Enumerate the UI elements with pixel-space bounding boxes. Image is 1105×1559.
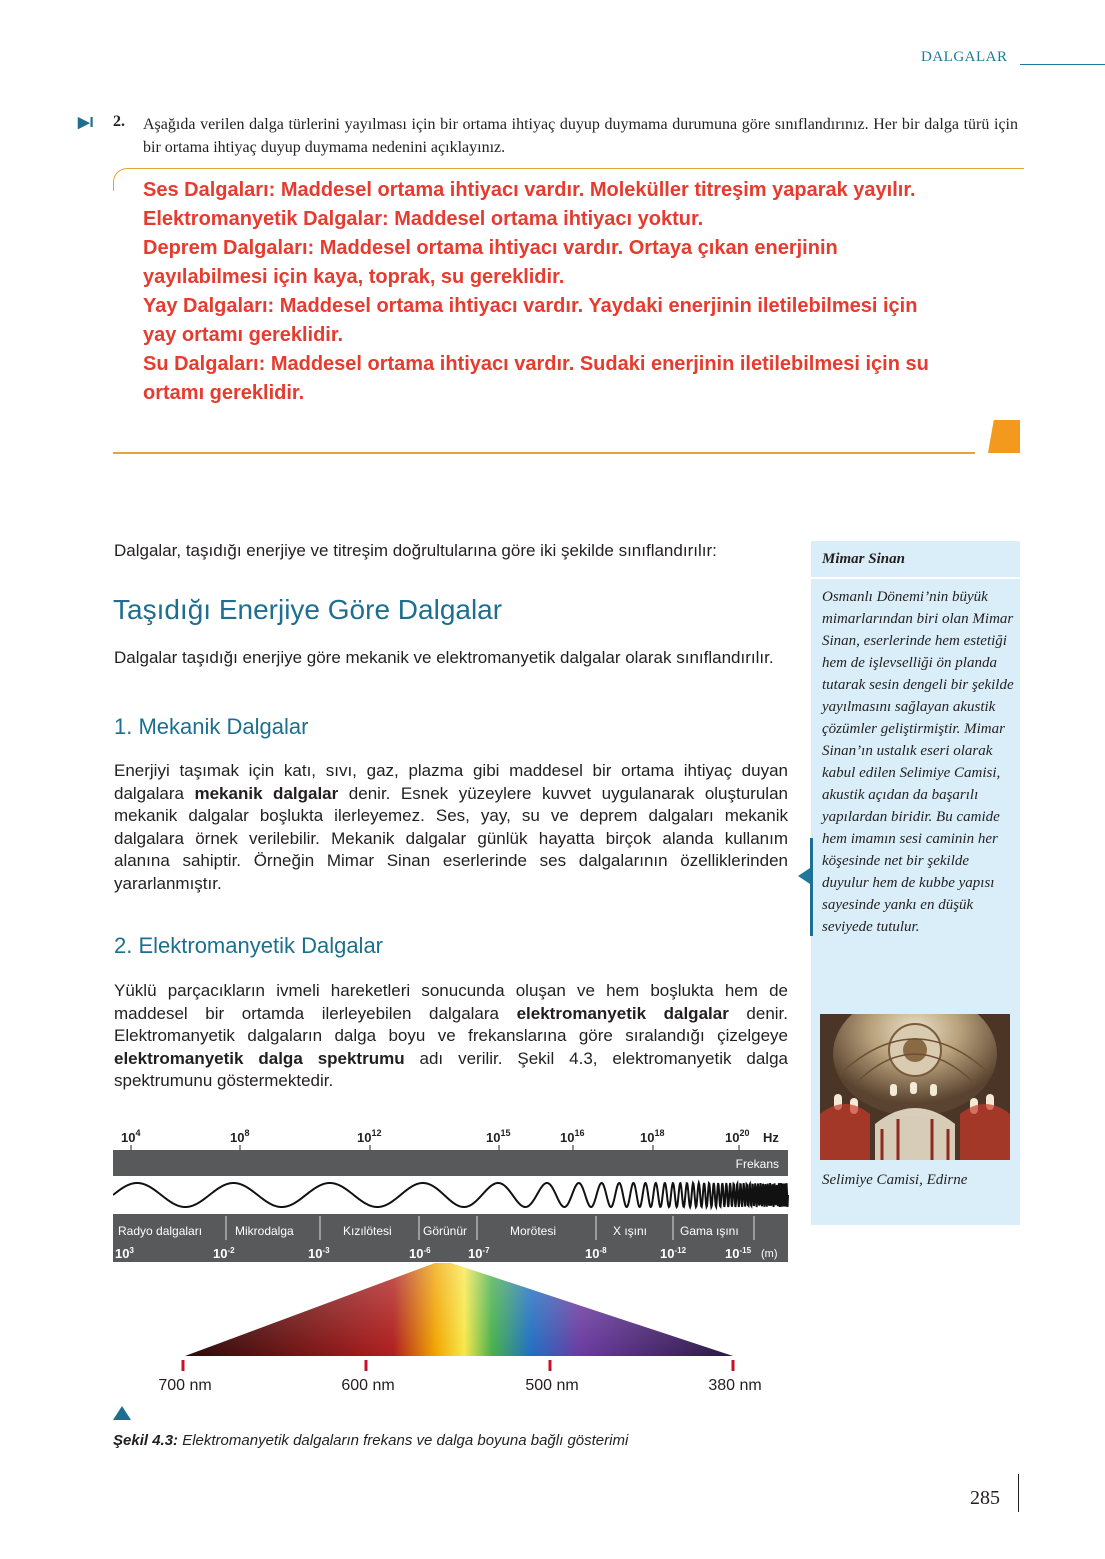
intro-paragraph: Dalgalar, taşıdığı enerjiye ve titreşim doğrultularına göre iki şekilde sınıflandırılır: [114, 541, 717, 560]
frequency-labels [121, 1128, 779, 1145]
answer-line: Yay Dalgaları: Maddesel ortama ihtiyacı vardır. Yaydaki enerjinin iletilebilmesi için [143, 295, 918, 317]
question-number: 2. [113, 113, 125, 130]
wl-base: 10 [213, 1246, 228, 1261]
wl-exp: 3 [129, 1246, 134, 1255]
nm-label: 500 nm [525, 1377, 579, 1394]
subsection-title-mechanical: 1. Mekanik Dalgalar [114, 714, 309, 739]
answer-line: yayılabilmesi için kaya, toprak, su gereklidir. [143, 266, 565, 288]
mechanical-paragraph [114, 760, 788, 895]
sidebar-text: Osmanlı Dönemi’nin büyük mimarlarından biri olan Mimar Sinan, eserlerinde hem estetiği hem de işlevselliği ön planda tutarak sesin dengeli bir şekilde yayılmasını sağlayan akustik çözümler geliştirmiştir. Mimar Sinan’ın ustalık eseri olarak kabul edilen Selimiye Camisi, akustik açıdan da başarılı yapılardan biridir. Bu camide hem imamın sesi caminin her köşesinde net bir şekilde duyulur hem de kubbe yapısı sayesinde yankı en düşük seviyede tutulur. [822, 589, 1014, 935]
text-run: Enerjiyi taşımak için katı, sıvı, gaz, plazma gibi maddesel bir ortama ihtiyaç duyan dalgalara [114, 761, 788, 803]
freq-exp: 20 [739, 1128, 750, 1138]
answer-line: Elektromanyetik Dalgalar: Maddesel ortama ihtiyacı yoktur. [143, 208, 704, 230]
band-label: Radyo dalgaları [118, 1224, 203, 1238]
band-label: X ışını [613, 1224, 648, 1238]
wl-exp: -7 [482, 1246, 490, 1255]
freq-unit: Hz [763, 1130, 779, 1145]
em-spectrum-figure [113, 1120, 793, 1410]
freq-exp: 15 [500, 1128, 511, 1138]
answer-block [143, 176, 1043, 408]
wl-base: 10 [409, 1246, 424, 1261]
nm-label: 700 nm [158, 1377, 212, 1394]
section-title: Taşıdığı Enerjiye Göre Dalgalar [113, 594, 503, 625]
term-spectrum: elektromanyetik dalga spektrumu [114, 1048, 405, 1068]
answer-line: Ses Dalgaları: Maddesel ortama ihtiyacı vardır. Moleküller titreşim yaparak yayılır. [143, 179, 916, 201]
header-rule [1020, 64, 1105, 65]
wl-base: 10 [468, 1246, 483, 1261]
freq-label [640, 1128, 664, 1145]
nm-label: 380 nm [708, 1377, 762, 1394]
frequency-bar-label: Frekans [735, 1157, 779, 1171]
answer-line: Su Dalgaları: Maddesel ortama ihtiyacı vardır. Sudaki enerjinin iletilebilmesi için su [143, 353, 929, 375]
band-label: Görünür [423, 1224, 468, 1238]
freq-label [725, 1128, 749, 1145]
freq-base: 10 [357, 1130, 372, 1145]
wl-exp: -2 [227, 1246, 235, 1255]
orange-corner-tab [988, 420, 1020, 453]
frequency-bar [113, 1150, 788, 1176]
freq-label [357, 1128, 381, 1145]
freq-base: 10 [725, 1130, 740, 1145]
figure-marker-icon [113, 1406, 131, 1420]
wl-base: 10 [115, 1246, 130, 1261]
freq-exp: 8 [244, 1128, 250, 1138]
wl-base: 10 [725, 1246, 740, 1261]
nm-label: 600 nm [341, 1377, 395, 1394]
subsection-title-electromagnetic: 2. Elektromanyetik Dalgalar [114, 933, 384, 958]
wl-exp: -3 [322, 1246, 330, 1255]
text-run: denir. Esnek yüzeylere kuvvet uygulanarak oluşturulan mekanik dalgalar boşlukta ilerleyemez. Ses, yay, su ve deprem dalgaları mekanik dalgalara örnek verilebilir. Mekanik dalgalar günlük hayatta birçok alanda kullanım alanına sahiptir. Örneğin Mimar Sinan eserlerinde ses dalgalarının özelliklerinden yararlanmıştır. [114, 783, 788, 893]
freq-label [230, 1128, 249, 1145]
freq-base: 10 [560, 1130, 575, 1145]
section-paragraph: Dalgalar taşıdığı enerjiye göre mekanik ve elektromanyetik dalgalar olarak sınıflandırılır. [114, 648, 774, 667]
nm-ticks [183, 1360, 733, 1371]
term-electromagnetic: elektromanyetik dalgalar [516, 1003, 729, 1023]
freq-base: 10 [121, 1130, 136, 1145]
freq-exp: 18 [654, 1128, 665, 1138]
answer-line: yay ortamı gereklidir. [143, 324, 344, 346]
text-run: denir. Elektromanyetik dalgaların dalga boyu ve frekanslarına göre sıralandığı çizelgeye [114, 1003, 788, 1045]
mosque-dome-photo [820, 1014, 1010, 1160]
text-run: adı verilir. Şekil 4.3, elektromanyetik dalga spektrumunu göstermektedir. [114, 1048, 788, 1090]
freq-exp: 4 [135, 1128, 141, 1138]
photo-caption: Selimiye Camisi, Edirne [822, 1172, 968, 1188]
pointer-arrow-icon [798, 868, 810, 884]
freq-exp: 12 [371, 1128, 382, 1138]
term-mechanical: mekanik dalgalar [194, 783, 339, 803]
sidebar-rule [811, 577, 1020, 579]
page-number-rule [1018, 1474, 1019, 1512]
band-label: Gama ışını [680, 1224, 739, 1238]
question-text: Aşağıda verilen dalga türlerini yayılması için bir ortama ihtiyaç duyup duymama durumuna göre sınıflandırınız. Her bir dalga türü için bir ortama ihtiyaç duyup duymama nedenini açıklayınız. [143, 116, 1018, 156]
sidebar-connector [810, 838, 813, 936]
answer-line: ortamı gereklidir. [143, 382, 305, 404]
wl-base: 10 [308, 1246, 323, 1261]
text-run: Yüklü parçacıkların ivmeli hareketleri sonucunda oluşan ve hem boşlukta hem de maddesel bir ortamda ilerleyebilen dalgalara [114, 981, 788, 1023]
nm-labels [158, 1377, 761, 1394]
band-label: Kızılötesi [343, 1224, 392, 1238]
wl-base: 10 [585, 1246, 600, 1261]
figure-caption [113, 1432, 628, 1449]
wl-exp: -12 [674, 1246, 687, 1255]
freq-label [121, 1128, 140, 1145]
freq-base: 10 [486, 1130, 501, 1145]
freq-exp: 16 [574, 1128, 585, 1138]
freq-base: 10 [230, 1130, 245, 1145]
wl-exp: -15 [739, 1246, 752, 1255]
sidebar-title: Mimar Sinan [822, 551, 905, 567]
wl-exp: -8 [599, 1246, 607, 1255]
band-label: Mikrodalga [235, 1224, 294, 1238]
figure-caption-label: Şekil 4.3: [113, 1432, 179, 1449]
question-marker-icon: ▶I [78, 114, 94, 131]
wave-line [113, 1183, 788, 1207]
freq-label [486, 1128, 510, 1145]
em-spectrum-svg [113, 1120, 793, 1410]
answer-line: Deprem Dalgaları: Maddesel ortama ihtiyacı vardır. Ortaya çıkan enerjinin [143, 237, 838, 259]
page-number: 285 [970, 1487, 1000, 1509]
wl-exp: -6 [423, 1246, 431, 1255]
band-label: Morötesi [510, 1224, 557, 1238]
freq-label [560, 1128, 584, 1145]
figure-caption-text: Elektromanyetik dalgaların frekans ve dalga boyuna bağlı gösterimi [178, 1432, 629, 1449]
wl-unit: (m) [761, 1248, 778, 1260]
electromagnetic-paragraph [114, 980, 788, 1093]
freq-base: 10 [640, 1130, 655, 1145]
visible-spectrum-highlight [185, 1263, 733, 1356]
running-title: DALGALAR [921, 49, 1008, 65]
freq-ticks [131, 1145, 739, 1150]
section-divider [113, 452, 975, 454]
wl-base: 10 [660, 1246, 675, 1261]
